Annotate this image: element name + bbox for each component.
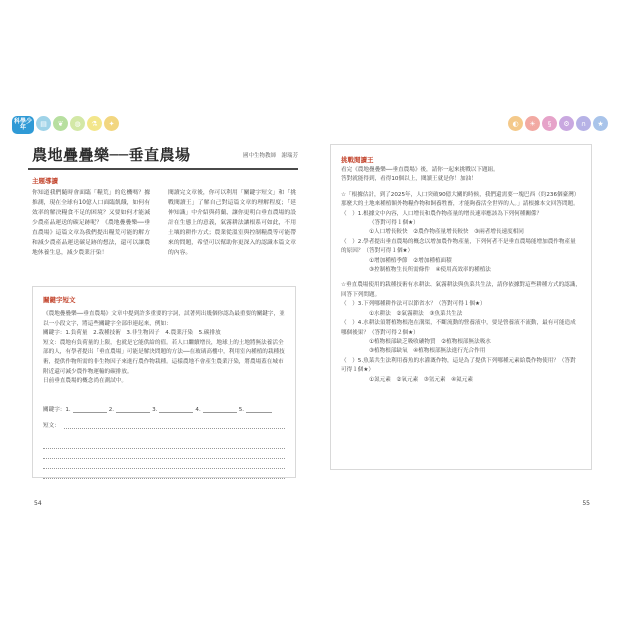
question-4: （ ）4.水耕法須將植物根泡在溝渠，不斷流動的營養液中，要是營養液不流動，最有可能造成哪個後果？（答對可得２個★） — [341, 320, 576, 336]
keyword-blank-2[interactable] — [116, 407, 150, 413]
theme-heading: 主題導讀 — [32, 177, 58, 185]
planet-icon: ◐ — [508, 116, 523, 131]
question-1: （ ）1.根據文中內容，人口增長和農作物產量的增長速率應該為下列何種關係？ — [341, 210, 543, 217]
question-2-options-b[interactable]: ③控制植物生長所需條件 ④使用高效率的種植法 — [369, 267, 491, 274]
flask-icon: ⚗ — [87, 116, 102, 131]
writing-lines[interactable] — [43, 439, 285, 479]
short-text-line[interactable] — [64, 423, 285, 429]
intro-column — [168, 176, 296, 258]
question-2: （ ）2.學者提出垂直農場的概念以增加農作物產量，下列何者不是垂直農場能增加農作物產量的原因？（答對可得１個★） — [341, 238, 576, 255]
question-5: （ ）5.魚菜共生法利用養魚的水灌溉作物，這是為了提供下列哪種元素給農作物使用？（答對可得１個★） — [341, 357, 576, 374]
quiz-heading: 挑戰閱讀王 — [341, 156, 374, 164]
question-1-hint: （答對可得１個★） — [369, 220, 419, 227]
right-page — [330, 138, 592, 498]
quiz-intro: 看完《農地疊疊樂──垂直農場》後，請你一起來挑戰以下題組。 答對就能得到，看得10個以上，閱讀王就是你！加油！ — [341, 167, 499, 183]
magnet-icon: ∩ — [576, 116, 591, 131]
writing-line[interactable] — [43, 449, 285, 459]
question-1-options[interactable]: ①人口增長較快 ②農作物產量增長較快 ③兩者增長速度相同 — [369, 229, 524, 236]
bulb-icon: ✦ — [104, 116, 119, 131]
dna-icon: § — [542, 116, 557, 131]
book-icon: ▤ — [36, 116, 51, 131]
theme-column — [32, 176, 150, 258]
left-page-number: 54 — [34, 500, 42, 507]
title-divider — [28, 168, 298, 170]
title-row — [32, 144, 298, 166]
intro-text: 閱讀完文章後，你可以利用「關鍵字短文」和「挑戰閱讀王」了解自己對這篇文章的理解程度；「延伸知識」中介紹與荷蘭、讓你更明白垂直農場的設計在生態上的意義，氣霧耕法讓根系可如此，不用土壤的耕作方式；農業從溫室與控制糧農等可能帶來的問題，希望可以幫助你更深入的認識本篇文章的內容。 — [168, 190, 296, 256]
question-4-options-b[interactable]: ③植物根部缺氧 ④植物根部無法進行光合作用 — [369, 348, 486, 355]
gear-icon: ⚙ — [559, 116, 574, 131]
vocab-heading: 關鍵字短文 — [43, 296, 76, 304]
vocab-text-end: 日前垂直農場的概念尚在測試中。 — [43, 378, 127, 385]
writing-line[interactable] — [43, 439, 285, 449]
question-3: （ ）3.下列哪種耕作法可以節省水？（答對可得１個★） — [341, 301, 486, 308]
keyword-num-5: 5. — [238, 406, 245, 413]
keyword-blank-4[interactable] — [203, 407, 237, 413]
keyword-blank-3[interactable] — [159, 407, 193, 413]
globe-icon: ◍ — [70, 116, 85, 131]
left-page — [28, 138, 298, 498]
byline: 國中生物教師 謝瑞芳 — [242, 153, 298, 159]
star-icon: ★ — [593, 116, 608, 131]
magazine-badge: 科學少年 — [12, 116, 34, 134]
keyword-blank-1[interactable] — [73, 407, 107, 413]
section1-intro: ☆「根據估計，到了2025年，人口突破90億大關的時候，我們還需要一塊巴西（約236個臺灣）那麼大的土地來種植額外物糧作物和飼養牲畜，才能夠養活全世界的人。」請根據本文回答問題。 — [341, 191, 580, 208]
question-3-options[interactable]: ①水耕法 ②氣霧耕法 ③魚菜共生法 — [369, 310, 463, 317]
article-title: 農地疊疊樂──垂直農場 — [32, 146, 191, 164]
question-5-options[interactable]: ①氮元素 ②氧元素 ③氫元素 ④氦元素 — [369, 376, 473, 383]
right-icon-strip — [508, 116, 608, 131]
left-icon-strip — [12, 116, 119, 134]
right-page-number: 55 — [582, 500, 590, 507]
short-text-label: 短文： — [43, 422, 60, 429]
question-4-options-a[interactable]: ①植物根部缺乏吸收礦物質 ②植物根部無法吸水 — [369, 338, 491, 345]
theme-text: 你知道我們隨時會面臨「糧荒」的危機嗎？據推測，現在全球有10億人口面臨飢餓，如何有效率的解決糧食不足的困境？又要如何才能減少農產品運送的碳足跡呢？《農地疊疊樂──垂直農場》這篇文章為我們提出糧荒可能的解方和減少農產品運送碳足跡的想法，還可以讓農地休養生息，減少農業汙染！ — [32, 190, 150, 256]
short-text-row — [43, 421, 285, 429]
writing-line[interactable] — [43, 459, 285, 469]
keyword-blank-5[interactable] — [246, 407, 272, 413]
keyword-label: 關鍵字：1. — [43, 406, 71, 413]
leaf-icon: ❦ — [53, 116, 68, 131]
keyword-num-2: 2. — [108, 406, 115, 413]
sun-icon: ☀ — [525, 116, 540, 131]
question-2-options-a[interactable]: ①增加種植季節 ②增加種植面積 — [369, 257, 452, 264]
writing-line[interactable] — [43, 469, 285, 479]
keyword-num-3: 3. — [152, 406, 158, 413]
keyword-num-4: 4. — [195, 406, 201, 413]
section2-intro: ☆垂直農場使用的栽種技術有水耕法、氣霧耕法與魚菜共生法，請你依據對這些耕種方式的認識，回答下列問題。 — [341, 282, 581, 298]
vocab-box — [32, 286, 296, 478]
keyword-fill-row — [43, 405, 285, 413]
vocab-text: 《農地疊疊樂──垂直農場》文章中提到許多重要的字詞，試著列出幾個你認為最重要的關鍵字，並以一小段文字，將這些關鍵字全部串連起來，例如： 關鍵字：1.負荷量 2.栽種技術 3.非生物因子 4.農業汙染 5.碳排放 短文：農地有負荷量的上限，也就是它能供給的值。若人口繼續增長，地球上的土地將無法養活全部的人，有學者提出「垂直農場」可能是解決問題的方法──在玻璃高樓中，利用室內種植的栽種技術，提供作物所需的非生物因子來進行農作物栽種。這樣農地不會產生農業汙染，將農場蓋在城市附近還可減少農作物運輸的碳排放。 — [43, 311, 285, 375]
quiz-box — [330, 144, 592, 470]
